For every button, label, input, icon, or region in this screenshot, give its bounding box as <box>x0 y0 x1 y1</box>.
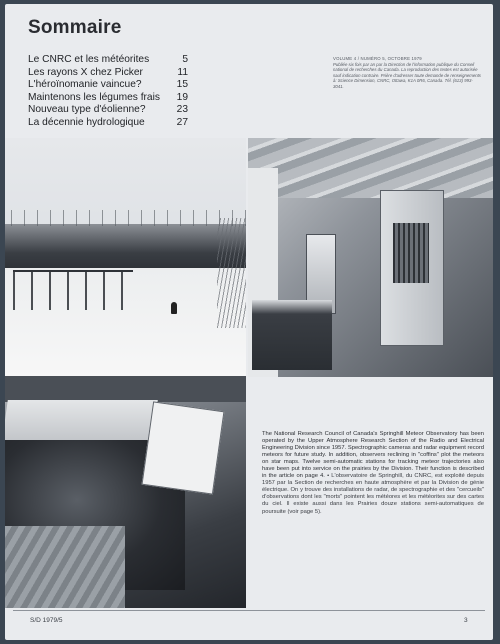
toc-item-page: 15 <box>176 79 188 90</box>
photo-caption <box>262 431 484 516</box>
imprint-text: Publiée six fois par an par la Direction de l'information publique du Conseil national de recherches du Canada. La reproduction des textes est autorisée sauf indication contraire. Prière d'adresser toute demande de renseignements à: Science Dimension, CNRC, Ottawa, K1A 0R6, Canada. Tél. (613) 993-3041. <box>333 61 481 89</box>
toc-item-page: 19 <box>176 91 188 103</box>
toc-item-label: La décennie hydrologique <box>28 116 145 128</box>
laboratory-photo <box>248 138 493 377</box>
observer-booth-top <box>5 376 246 402</box>
toc-item[interactable] <box>28 79 188 92</box>
publication-imprint <box>333 56 481 90</box>
toc-item[interactable] <box>28 104 188 117</box>
star-map-board <box>5 400 158 440</box>
magazine-page <box>5 4 493 640</box>
toc-item-page: 5 <box>182 54 188 65</box>
page-title: Sommaire <box>28 17 122 38</box>
toc-item[interactable] <box>28 92 188 105</box>
toc-item-label: Maintenons les légumes frais <box>28 91 160 103</box>
volume-line: VOLUME 4 / NUMÉRO 5, OCTOBRE 1979 <box>333 56 422 61</box>
blanket <box>5 526 125 608</box>
plotting-card <box>142 401 225 494</box>
toc-item-page: 27 <box>176 116 188 128</box>
toc-item[interactable] <box>28 54 188 67</box>
page-number: 3 <box>464 617 468 624</box>
toc-item[interactable] <box>28 67 188 80</box>
toc-item-page: 11 <box>177 66 188 78</box>
issue-code: S/D 1979/5 <box>30 617 63 624</box>
camera-scaffold <box>13 270 133 310</box>
caption-french: L'observatoire de Springhill, du CNRC, est exploité depuis 1957 par la Section de recherches en haute atmosphère et par la Division de génie électrique. On y trouve des installations de radar, de spectrographie et des "cercueils" d'observations dont les "morts" pointent les météores et les météorites sur des cartes du ciel. Il existe aussi dans les Prairies douze stations semi-automatiques de poursuite (voir page 5). <box>262 473 484 515</box>
bare-tree <box>217 218 246 328</box>
treeline <box>5 224 246 272</box>
table-of-contents <box>28 54 188 129</box>
toc-item-label: L'héroïnomanie vaincue? <box>28 79 142 90</box>
snow-field-photo <box>5 138 246 377</box>
toc-item-label: Le CNRC et les météorites <box>28 54 150 65</box>
caption-separator: • <box>327 473 330 480</box>
toc-item[interactable] <box>28 117 188 130</box>
observer-photo <box>5 376 246 608</box>
lab-ceiling <box>248 138 493 198</box>
toc-item-page: 23 <box>176 104 188 115</box>
equipment-cabinet <box>380 190 444 346</box>
caption-english: The National Research Council of Canada's Springhill Meteor Observatory has been operated by the Upper Atmosphere Research Section of the Radio and Electrical Engineering Division since 1957. Spectrographic cameras and radar equipment record meteors for future study. In addition, observers reclining in "coffins" plot the meteors on star maps. Twelve semi-automatic stations for tracking meteor trajectories also have been put into service on the prairies by the Division. Their function is described in the article on page 4. <box>262 431 484 480</box>
toc-item-label: Nouveau type d'éolienne? <box>28 104 146 115</box>
footer-divider <box>13 610 485 611</box>
walking-person <box>171 302 177 314</box>
lab-desk <box>252 300 332 370</box>
toc-item-label: Les rayons X chez Picker <box>28 66 143 78</box>
